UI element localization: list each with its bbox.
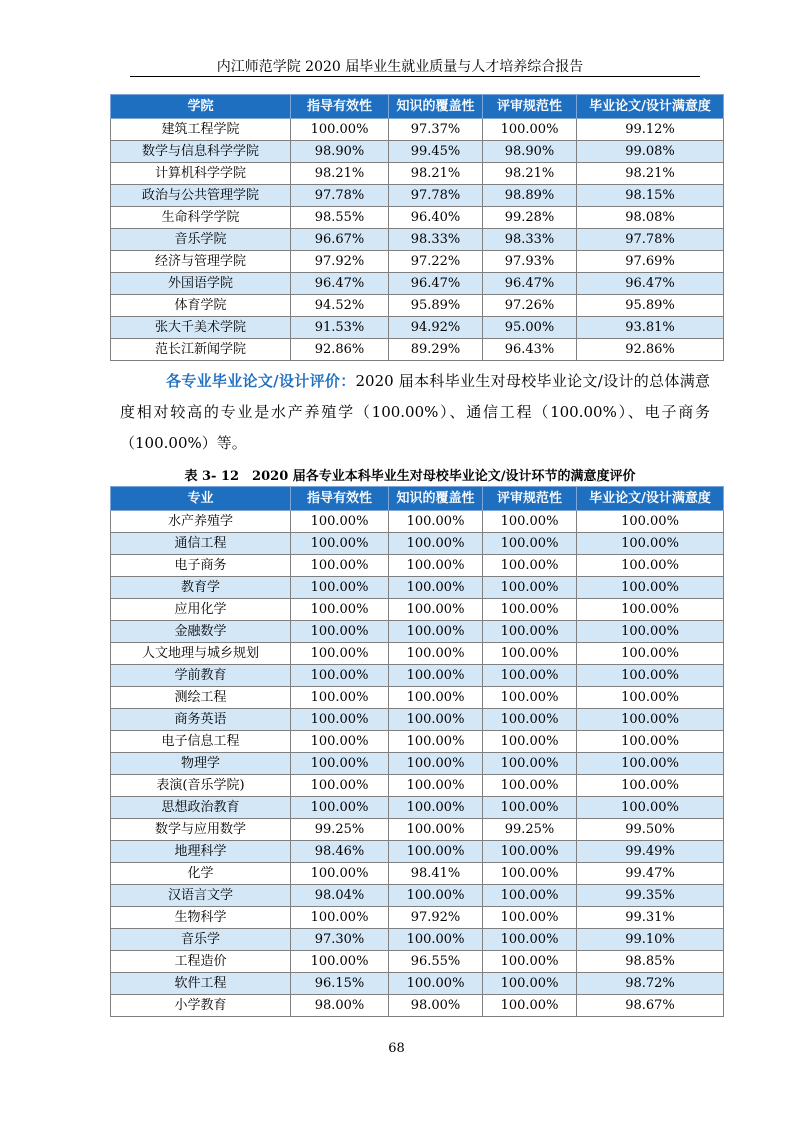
value-cell: 100.00% — [291, 643, 389, 665]
value-cell: 98.00% — [389, 995, 483, 1017]
value-cell: 100.00% — [483, 731, 577, 753]
row-label-cell: 人文地理与城乡规划 — [111, 643, 291, 665]
row-label-cell: 通信工程 — [111, 533, 291, 555]
row-label-cell: 数学与信息科学学院 — [111, 141, 291, 163]
row-label-cell: 教育学 — [111, 577, 291, 599]
table-row — [111, 995, 724, 1017]
value-cell: 100.00% — [483, 599, 577, 621]
value-cell: 100.00% — [577, 687, 724, 709]
page-number: 68 — [388, 1041, 405, 1056]
value-cell: 100.00% — [483, 665, 577, 687]
row-label-cell: 电子信息工程 — [111, 731, 291, 753]
value-cell: 97.26% — [483, 295, 577, 317]
value-cell: 100.00% — [389, 731, 483, 753]
value-cell: 98.08% — [577, 207, 724, 229]
value-cell: 100.00% — [389, 819, 483, 841]
value-cell: 100.00% — [389, 973, 483, 995]
value-cell: 98.33% — [389, 229, 483, 251]
value-cell: 98.15% — [577, 185, 724, 207]
table-body — [111, 511, 724, 1017]
paragraph-lead: 各专业毕业论文/设计评价： — [166, 372, 356, 390]
row-label-cell: 水产养殖学 — [111, 511, 291, 533]
value-cell: 96.40% — [389, 207, 483, 229]
row-label-cell: 计算机科学学院 — [111, 163, 291, 185]
value-cell: 100.00% — [389, 709, 483, 731]
value-cell: 100.00% — [483, 687, 577, 709]
value-cell: 99.45% — [389, 141, 483, 163]
table-row — [111, 863, 724, 885]
value-cell: 100.00% — [291, 577, 389, 599]
value-cell: 96.47% — [389, 273, 483, 295]
value-cell: 100.00% — [483, 621, 577, 643]
table-body — [111, 119, 724, 361]
column-header: 毕业论文/设计满意度 — [577, 95, 724, 119]
value-cell: 100.00% — [389, 775, 483, 797]
row-label-cell: 张大千美术学院 — [111, 317, 291, 339]
value-cell: 100.00% — [483, 907, 577, 929]
value-cell: 100.00% — [291, 863, 389, 885]
value-cell: 99.28% — [483, 207, 577, 229]
table-row — [111, 185, 724, 207]
value-cell: 98.89% — [483, 185, 577, 207]
value-cell: 98.21% — [483, 163, 577, 185]
table-row — [111, 533, 724, 555]
value-cell: 96.47% — [577, 273, 724, 295]
table-row — [111, 775, 724, 797]
value-cell: 97.22% — [389, 251, 483, 273]
value-cell: 100.00% — [483, 577, 577, 599]
table-row — [111, 753, 724, 775]
row-label-cell: 表演(音乐学院) — [111, 775, 291, 797]
value-cell: 94.52% — [291, 295, 389, 317]
table-row — [111, 643, 724, 665]
value-cell: 100.00% — [577, 577, 724, 599]
paragraph-text: 2020 届本科毕业生对母校毕业论文/设计的总体满意度相对较高的专业是水产养殖学（100.00%）、通信工程（100.00%）、电子商务（100.00%）等。 — [120, 372, 711, 452]
header-divider — [130, 76, 700, 77]
value-cell: 97.93% — [483, 251, 577, 273]
value-cell: 92.86% — [291, 339, 389, 361]
value-cell: 97.30% — [291, 929, 389, 951]
value-cell: 89.29% — [389, 339, 483, 361]
row-label-cell: 测绘工程 — [111, 687, 291, 709]
value-cell: 100.00% — [483, 643, 577, 665]
table-row — [111, 339, 724, 361]
value-cell: 100.00% — [483, 995, 577, 1017]
value-cell: 100.00% — [389, 599, 483, 621]
value-cell: 97.37% — [389, 119, 483, 141]
value-cell: 100.00% — [483, 797, 577, 819]
value-cell: 99.31% — [577, 907, 724, 929]
value-cell: 100.00% — [483, 863, 577, 885]
table-row — [111, 555, 724, 577]
value-cell: 100.00% — [291, 731, 389, 753]
value-cell: 100.00% — [291, 907, 389, 929]
column-header: 专业 — [111, 487, 291, 511]
row-label-cell: 物理学 — [111, 753, 291, 775]
value-cell: 100.00% — [389, 797, 483, 819]
column-header: 学院 — [111, 95, 291, 119]
table-row — [111, 797, 724, 819]
value-cell: 96.15% — [291, 973, 389, 995]
row-label-cell: 生命科学学院 — [111, 207, 291, 229]
value-cell: 100.00% — [577, 533, 724, 555]
value-cell: 100.00% — [483, 119, 577, 141]
value-cell: 99.47% — [577, 863, 724, 885]
value-cell: 100.00% — [291, 775, 389, 797]
header-row — [111, 487, 724, 511]
row-label-cell: 商务英语 — [111, 709, 291, 731]
row-label-cell: 数学与应用数学 — [111, 819, 291, 841]
value-cell: 100.00% — [577, 555, 724, 577]
value-cell: 98.21% — [577, 163, 724, 185]
row-label-cell: 电子商务 — [111, 555, 291, 577]
table-row — [111, 577, 724, 599]
value-cell: 100.00% — [577, 753, 724, 775]
value-cell: 100.00% — [577, 621, 724, 643]
table-row — [111, 273, 724, 295]
value-cell: 99.49% — [577, 841, 724, 863]
value-cell: 100.00% — [389, 511, 483, 533]
value-cell: 100.00% — [291, 687, 389, 709]
value-cell: 96.43% — [483, 339, 577, 361]
row-label-cell: 应用化学 — [111, 599, 291, 621]
row-label-cell: 体育学院 — [111, 295, 291, 317]
value-cell: 100.00% — [389, 621, 483, 643]
table-row — [111, 207, 724, 229]
value-cell: 100.00% — [389, 643, 483, 665]
value-cell: 92.86% — [577, 339, 724, 361]
value-cell: 98.46% — [291, 841, 389, 863]
value-cell: 100.00% — [291, 511, 389, 533]
table-row — [111, 973, 724, 995]
row-label-cell: 汉语言文学 — [111, 885, 291, 907]
value-cell: 100.00% — [483, 511, 577, 533]
column-header: 评审规范性 — [483, 95, 577, 119]
table-row — [111, 317, 724, 339]
row-label-cell: 政治与公共管理学院 — [111, 185, 291, 207]
value-cell: 96.55% — [389, 951, 483, 973]
row-label-cell: 学前教育 — [111, 665, 291, 687]
row-label-cell: 金融数学 — [111, 621, 291, 643]
college-satisfaction-table — [110, 94, 724, 361]
row-label-cell: 软件工程 — [111, 973, 291, 995]
table-header — [111, 95, 724, 119]
value-cell: 100.00% — [291, 621, 389, 643]
table-row — [111, 907, 724, 929]
value-cell: 100.00% — [291, 665, 389, 687]
value-cell: 100.00% — [389, 841, 483, 863]
table-row — [111, 229, 724, 251]
value-cell: 100.00% — [483, 885, 577, 907]
row-label-cell: 生物科学 — [111, 907, 291, 929]
major-evaluation-paragraph — [120, 366, 710, 459]
value-cell: 99.35% — [577, 885, 724, 907]
value-cell: 100.00% — [291, 119, 389, 141]
row-label-cell: 工程造价 — [111, 951, 291, 973]
value-cell: 96.47% — [291, 273, 389, 295]
value-cell: 100.00% — [291, 599, 389, 621]
value-cell: 100.00% — [389, 929, 483, 951]
table-row — [111, 599, 724, 621]
value-cell: 97.92% — [389, 907, 483, 929]
row-label-cell: 外国语学院 — [111, 273, 291, 295]
value-cell: 98.85% — [577, 951, 724, 973]
value-cell: 100.00% — [291, 797, 389, 819]
value-cell: 100.00% — [483, 951, 577, 973]
column-header: 指导有效性 — [291, 95, 389, 119]
value-cell: 100.00% — [483, 775, 577, 797]
value-cell: 97.78% — [577, 229, 724, 251]
table-row — [111, 163, 724, 185]
value-cell: 95.89% — [389, 295, 483, 317]
value-cell: 100.00% — [577, 797, 724, 819]
header-row — [111, 95, 724, 119]
table-row — [111, 119, 724, 141]
row-label-cell: 范长江新闻学院 — [111, 339, 291, 361]
value-cell: 100.00% — [291, 709, 389, 731]
value-cell: 100.00% — [291, 555, 389, 577]
table-row — [111, 885, 724, 907]
table-row — [111, 251, 724, 273]
table-row — [111, 709, 724, 731]
value-cell: 100.00% — [483, 709, 577, 731]
row-label-cell: 音乐学 — [111, 929, 291, 951]
table-row — [111, 841, 724, 863]
value-cell: 98.21% — [291, 163, 389, 185]
value-cell: 100.00% — [577, 731, 724, 753]
value-cell: 100.00% — [389, 577, 483, 599]
value-cell: 98.33% — [483, 229, 577, 251]
value-cell: 100.00% — [389, 555, 483, 577]
row-label-cell: 小学教育 — [111, 995, 291, 1017]
value-cell: 100.00% — [291, 951, 389, 973]
page-header: 内江师范学院 2020 届毕业生就业质量与人才培养综合报告 — [216, 59, 584, 75]
value-cell: 100.00% — [577, 709, 724, 731]
table-row — [111, 621, 724, 643]
value-cell: 99.50% — [577, 819, 724, 841]
column-header: 知识的覆盖性 — [389, 487, 483, 511]
value-cell: 98.21% — [389, 163, 483, 185]
value-cell: 100.00% — [483, 929, 577, 951]
value-cell: 100.00% — [483, 555, 577, 577]
row-label-cell: 地理科学 — [111, 841, 291, 863]
value-cell: 94.92% — [389, 317, 483, 339]
table-row — [111, 951, 724, 973]
row-label-cell: 思想政治教育 — [111, 797, 291, 819]
row-label-cell: 建筑工程学院 — [111, 119, 291, 141]
value-cell: 98.67% — [577, 995, 724, 1017]
value-cell: 97.78% — [389, 185, 483, 207]
value-cell: 100.00% — [577, 665, 724, 687]
value-cell: 91.53% — [291, 317, 389, 339]
value-cell: 98.72% — [577, 973, 724, 995]
value-cell: 95.89% — [577, 295, 724, 317]
table-row — [111, 819, 724, 841]
value-cell: 99.10% — [577, 929, 724, 951]
value-cell: 99.08% — [577, 141, 724, 163]
value-cell: 100.00% — [389, 885, 483, 907]
value-cell: 98.90% — [291, 141, 389, 163]
table-row — [111, 929, 724, 951]
value-cell: 97.92% — [291, 251, 389, 273]
table-row — [111, 295, 724, 317]
value-cell: 100.00% — [483, 841, 577, 863]
value-cell: 98.04% — [291, 885, 389, 907]
value-cell: 100.00% — [483, 753, 577, 775]
value-cell: 100.00% — [577, 643, 724, 665]
major-satisfaction-table — [110, 486, 724, 1017]
value-cell: 99.25% — [483, 819, 577, 841]
column-header: 指导有效性 — [291, 487, 389, 511]
table-caption: 表 3- 12 2020 届各专业本科毕业生对母校毕业论文/设计环节的满意度评价 — [184, 469, 636, 484]
value-cell: 100.00% — [389, 665, 483, 687]
table-row — [111, 511, 724, 533]
value-cell: 96.67% — [291, 229, 389, 251]
value-cell: 100.00% — [291, 753, 389, 775]
table-header — [111, 487, 724, 511]
value-cell: 100.00% — [483, 533, 577, 555]
value-cell: 100.00% — [483, 973, 577, 995]
value-cell: 100.00% — [291, 533, 389, 555]
value-cell: 98.00% — [291, 995, 389, 1017]
value-cell: 98.55% — [291, 207, 389, 229]
value-cell: 100.00% — [389, 753, 483, 775]
table-row — [111, 731, 724, 753]
row-label-cell: 经济与管理学院 — [111, 251, 291, 273]
value-cell: 98.41% — [389, 863, 483, 885]
value-cell: 97.69% — [577, 251, 724, 273]
value-cell: 99.12% — [577, 119, 724, 141]
row-label-cell: 音乐学院 — [111, 229, 291, 251]
value-cell: 95.00% — [483, 317, 577, 339]
table-row — [111, 665, 724, 687]
value-cell: 99.25% — [291, 819, 389, 841]
value-cell: 100.00% — [577, 511, 724, 533]
value-cell: 93.81% — [577, 317, 724, 339]
table-row — [111, 687, 724, 709]
value-cell: 100.00% — [389, 533, 483, 555]
value-cell: 97.78% — [291, 185, 389, 207]
value-cell: 100.00% — [577, 599, 724, 621]
row-label-cell: 化学 — [111, 863, 291, 885]
column-header: 评审规范性 — [483, 487, 577, 511]
column-header: 毕业论文/设计满意度 — [577, 487, 724, 511]
value-cell: 100.00% — [577, 775, 724, 797]
value-cell: 100.00% — [389, 687, 483, 709]
column-header: 知识的覆盖性 — [389, 95, 483, 119]
table-row — [111, 141, 724, 163]
value-cell: 96.47% — [483, 273, 577, 295]
value-cell: 98.90% — [483, 141, 577, 163]
